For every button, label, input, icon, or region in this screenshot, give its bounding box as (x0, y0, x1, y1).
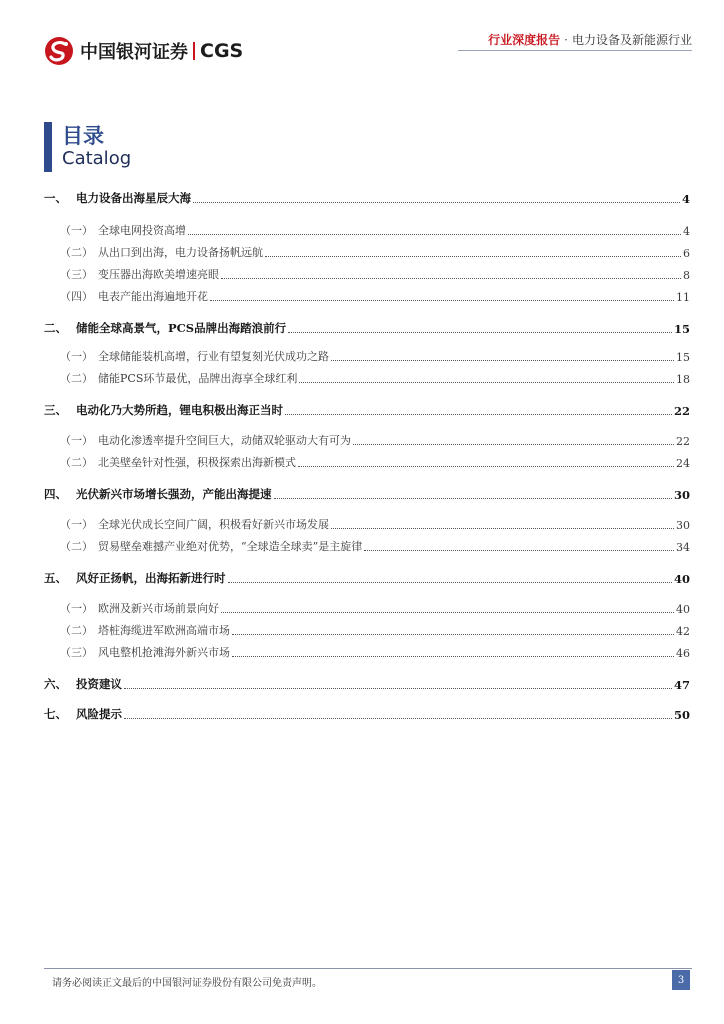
title-en: Catalog (62, 148, 132, 169)
brand-name-cn: 中国银河证券 (80, 42, 188, 63)
toc-entry-title: 储能全球高景气，PCS品牌出海踏浪前行 (76, 321, 287, 335)
toc-chapter-entry[interactable] (44, 702, 690, 722)
toc-entry-number: （一） (60, 602, 93, 615)
toc-section-entry[interactable] (44, 262, 690, 282)
toc-entry-page: 40 (676, 603, 690, 616)
toc-entry-title: 电动化乃大势所趋，锂电积极出海正当时 (76, 403, 283, 417)
toc-entry-page: 34 (676, 541, 690, 554)
brand-divider (193, 42, 195, 60)
toc-section-entry[interactable] (44, 618, 690, 638)
toc-dot-leader (221, 278, 681, 279)
toc-section-entry[interactable] (44, 240, 690, 260)
toc-chapter-entry[interactable] (44, 186, 690, 206)
toc-chapter-entry[interactable] (44, 316, 690, 336)
toc-entry-page: 46 (676, 647, 690, 660)
toc-entry-number: （一） (60, 518, 93, 531)
toc-chapter-entry[interactable] (44, 672, 690, 692)
page-header (0, 0, 724, 80)
toc-entry-page: 4 (683, 225, 690, 238)
toc-dot-leader (228, 582, 672, 583)
toc-section-entry[interactable] (44, 534, 690, 554)
toc-dot-leader (221, 612, 674, 613)
toc-entry-number: 三、 (44, 403, 67, 417)
toc-entry-title: 储能PCS环节最优，品牌出海享全球红利 (98, 372, 298, 385)
toc-entry-title: 电力设备出海星辰大海 (76, 191, 191, 205)
toc-entry-title: 风险提示 (76, 707, 122, 721)
toc-entry-number: （二） (60, 624, 93, 637)
toc-dot-leader (232, 656, 674, 657)
toc-entry-page: 15 (673, 322, 690, 336)
toc-entry-title: 风好正扬帆，出海拓新进行时 (76, 571, 226, 585)
toc-dot-leader (124, 688, 672, 689)
toc-dot-leader (364, 550, 674, 551)
toc-entry-page: 11 (676, 291, 690, 304)
industry-name: 电力设备及新能源行业 (571, 33, 692, 47)
toc-dot-leader (274, 498, 672, 499)
toc-entry-page: 47 (673, 678, 690, 692)
header-separator: · (564, 33, 568, 47)
toc-entry-number: 二、 (44, 321, 67, 335)
toc-dot-leader (299, 382, 674, 383)
header-rule (458, 50, 692, 51)
toc-section-entry[interactable] (44, 366, 690, 386)
page-number: 3 (672, 970, 690, 990)
report-type: 行业深度报告 (488, 33, 561, 47)
header-report-info (488, 31, 692, 48)
toc-dot-leader (124, 718, 672, 719)
toc-entry-page: 40 (673, 572, 690, 586)
toc-dot-leader (298, 466, 674, 467)
toc-dot-leader (193, 202, 680, 203)
toc-dot-leader (285, 414, 672, 415)
toc-entry-number: （二） (60, 456, 93, 469)
toc-entry-page: 6 (683, 247, 690, 260)
footer-rule (44, 968, 692, 969)
toc-section-entry[interactable] (44, 640, 690, 660)
brand-name-en: CGS (200, 40, 244, 62)
toc-dot-leader (353, 444, 674, 445)
toc-chapter-entry[interactable] (44, 566, 690, 586)
toc-entry-page: 22 (676, 435, 690, 448)
toc-entry-title: 光伏新兴市场增长强劲，产能出海提速 (76, 487, 272, 501)
toc-entry-number: （一） (60, 434, 93, 447)
toc-entry-number: （一） (60, 350, 93, 363)
toc-entry-number: （三） (60, 268, 93, 281)
toc-entry-title: 电表产能出海遍地开花 (98, 290, 208, 303)
toc-dot-leader (331, 360, 674, 361)
footer-disclaimer: 请务必阅读正文最后的中国银河证券股份有限公司免责声明。 (52, 978, 322, 989)
toc-entry-page: 4 (681, 192, 690, 206)
toc-chapter-entry[interactable] (44, 398, 690, 418)
toc-dot-leader (331, 528, 674, 529)
toc-entry-title: 从出口到出海，电力设备扬帆远航 (98, 246, 263, 259)
toc-section-entry[interactable] (44, 284, 690, 304)
toc-entry-number: 四、 (44, 487, 67, 501)
brand-logo (44, 36, 243, 66)
toc-entry-page: 30 (676, 519, 690, 532)
toc-entry-number: 一、 (44, 191, 67, 205)
toc-entry-page: 50 (673, 708, 690, 722)
toc-entry-page: 42 (676, 625, 690, 638)
cgs-logo-icon (44, 36, 74, 66)
toc-section-entry[interactable] (44, 218, 690, 238)
toc-entry-title: 塔桩海缆进军欧洲高端市场 (98, 624, 230, 637)
toc-dot-leader (288, 332, 672, 333)
toc-entry-page: 18 (676, 373, 690, 386)
toc-entry-page: 24 (676, 457, 690, 470)
toc-dot-leader (210, 300, 674, 301)
toc-entry-title: 欧洲及新兴市场前景向好 (98, 602, 219, 615)
toc-entry-title: 变压器出海欧美增速亮眼 (98, 268, 219, 281)
toc-entry-page: 8 (683, 269, 690, 282)
toc-entry-number: （一） (60, 224, 93, 237)
toc-entry-title: 投资建议 (76, 677, 122, 691)
toc-section-entry[interactable] (44, 344, 690, 364)
toc-section-entry[interactable] (44, 450, 690, 470)
toc-chapter-entry[interactable] (44, 482, 690, 502)
toc-dot-leader (188, 234, 681, 235)
toc-entry-number: 七、 (44, 707, 67, 721)
toc-entry-page: 30 (673, 488, 690, 502)
toc-entry-number: （二） (60, 372, 93, 385)
toc-entry-title: 风电整机抢滩海外新兴市场 (98, 646, 230, 659)
toc-section-entry[interactable] (44, 596, 690, 616)
toc-entry-number: 五、 (44, 571, 67, 585)
toc-entry-number: 六、 (44, 677, 67, 691)
toc-entry-title: 贸易壁垒难撼产业绝对优势，“全球造全球卖”是主旋律 (98, 540, 363, 553)
toc-entry-title: 电动化渗透率提升空间巨大，动储双轮驱动大有可为 (98, 434, 351, 447)
toc-entry-page: 15 (676, 351, 690, 364)
toc-entry-page: 22 (673, 404, 690, 418)
toc-dot-leader (265, 256, 681, 257)
toc-section-entry[interactable] (44, 428, 690, 448)
toc-entry-title: 北美壁垒针对性强，积极探索出海新模式 (98, 456, 296, 469)
toc-dot-leader (232, 634, 674, 635)
toc-section-entry[interactable] (44, 512, 690, 532)
title-accent-bar (44, 122, 52, 172)
toc-entry-number: （二） (60, 246, 93, 259)
toc-entry-title: 全球光伏成长空间广阔，积极看好新兴市场发展 (98, 518, 329, 531)
toc-entry-title: 全球储能装机高增，行业有望复刻光伏成功之路 (98, 350, 329, 363)
toc-entry-title: 全球电网投资高增 (98, 224, 186, 237)
toc-entry-number: （三） (60, 646, 93, 659)
toc-entry-number: （四） (60, 290, 93, 303)
toc-entry-number: （二） (60, 540, 93, 553)
title-cn: 目录 (62, 123, 104, 148)
